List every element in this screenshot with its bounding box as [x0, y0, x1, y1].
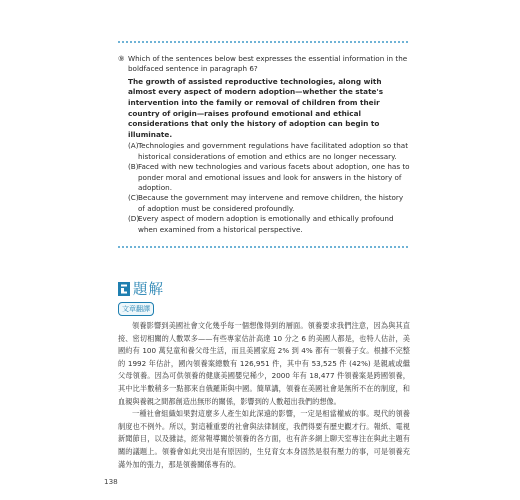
option-a[interactable]: [118, 141, 410, 162]
article-translation-tag: 文章翻譯: [118, 302, 154, 316]
option-text: Every aspect of modern adoption is emotionally and ethically profound when examined from a historical perspective.: [138, 214, 394, 234]
option-text: Faced with new technologies and various facets about adoption, one has to ponder moral and emotional issues and look for answers in the history of adoption.: [138, 162, 410, 192]
page-number: 138: [104, 477, 118, 486]
option-c[interactable]: [118, 193, 410, 214]
answer-options: [118, 141, 410, 235]
question-block: [118, 54, 410, 235]
paragraph-1: 領養影響到美國社會文化幾乎每一個想像得到的層面。領養要求我們注意，因為與其直接、密切相關的人數眾多——有些專家估計高達 10 分之 6 的美國人都是，也特人估計，美國約有 100 萬兒童和養父母生活，而且美國家庭 2% 到 4% 都有一領養子女。根據不完整的 1992 年估計，國內領養案總數有 126,951 件，其中有 53,525 件 (42%) 是親戚或繼父母領養。因為可供領養的健康美國嬰兒稀少，2000 年有 18,477 件領養案是跨國領養，其中比半數稍多一點都來自俄羅斯與中國。簡單講，領養在美國社會是無所不在的制度，和血親與養親之間都創造出無形的關係，影響到的人數超出我們的想像。: [118, 321, 410, 406]
option-b[interactable]: [118, 162, 410, 193]
section-heading: [118, 278, 164, 299]
question-number: ⑨: [118, 54, 125, 63]
top-divider: [118, 41, 408, 43]
option-text: Because the government may intervene and remove children, the history of adoption must be considered profoundly.: [138, 193, 404, 213]
question-stem-text: Which of the sentences below best expresses the essential information in the boldfaced sentence in paragraph 6?: [128, 54, 408, 74]
option-letter: (D): [128, 214, 140, 224]
option-text: Technologies and government regulations have facilitated adoption so that historical considerations of emotion and ethics are no longer necessary.: [138, 141, 409, 161]
option-letter: (C): [128, 193, 139, 203]
bottom-divider: [118, 246, 408, 248]
option-d[interactable]: [118, 214, 410, 235]
section-title: 題解: [133, 282, 164, 298]
option-letter: (A): [128, 141, 139, 151]
article-translation: [118, 320, 410, 471]
bold-sentence: The growth of assisted reproductive technologies, along with almost every aspect of modern adoption—whether the state's intervention into the family or removal of children from their country of origin—raises profound emotional and ethical considerations that only the history of adoption can begin to illuminate.: [128, 76, 384, 139]
paragraph-2: 一種社會組織如果對這麼多人產生如此深遠的影響，一定是相當權威的事。現代的領養制度也不例外。所以，對這種重要的社會與法律制度，我們得要有歷史觀才行。報紙、電視新聞節目，以及雜誌，經常報導關於領養的各方面，也有許多網上聊天室專注在與此主題有關的議題上。領養會如此突出是有原因的，生兒育女本身固然是很有壓力的事，可是領養充滿外加的張力，那是領養關係專有的。: [118, 409, 410, 469]
section-mark-icon: [118, 282, 130, 296]
option-letter: (B): [128, 162, 139, 172]
question-stem: [118, 54, 410, 75]
